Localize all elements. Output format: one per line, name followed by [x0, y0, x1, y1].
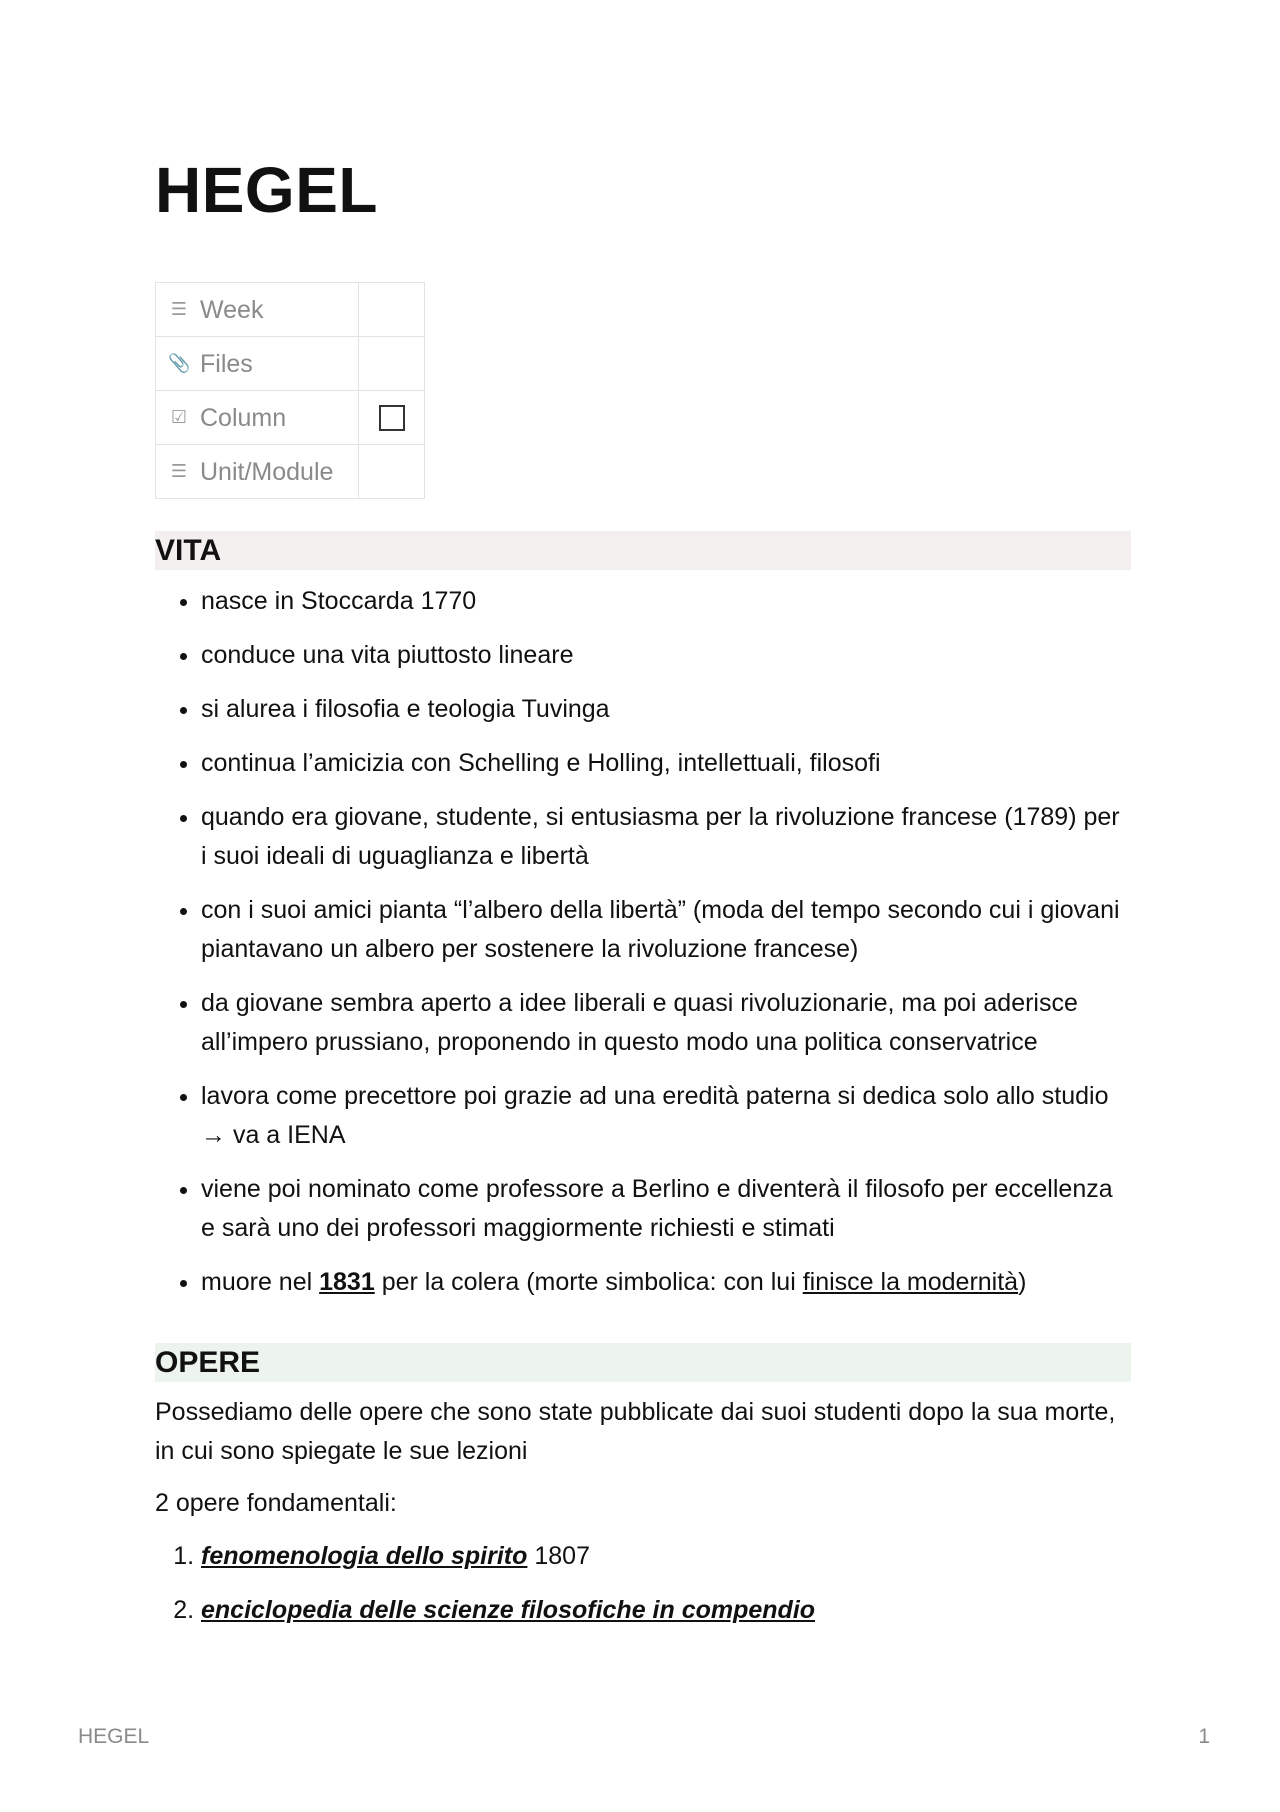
list-item: • da giovane sembra aperto a idee liberali e quasi rivoluzionarie, ma poi aderisce all’impero prussiano, proponendo in questo modo una politica conservatrice	[201, 984, 1131, 1062]
work-title: fenomenologia dello spirito	[201, 1542, 528, 1570]
property-value-unit-module[interactable]	[359, 445, 425, 499]
page-title: HEGEL	[155, 154, 378, 226]
list-icon: ☰	[170, 461, 188, 482]
underlined-phrase: finisce la modernità	[802, 1268, 1019, 1296]
list-item: • muore nel 1831 per la colera (morte simbolica: con lui finisce la modernità)	[201, 1263, 1131, 1302]
property-row-files[interactable]	[156, 337, 425, 391]
property-label: Unit/Module	[200, 457, 334, 486]
footer-title: HEGEL	[78, 1725, 150, 1748]
work-title: enciclopedia delle scienze filosofiche in compendio	[201, 1596, 816, 1624]
property-label: Week	[200, 295, 264, 324]
opere-list	[155, 1537, 815, 1645]
list-item: • con i suoi amici pianta “l’albero della libertà” (moda del tempo secondo cui i giovani piantavano un albero per sostenere la rivoluzione francese)	[201, 891, 1131, 969]
list-item: • continua l’amicizia con Schelling e Holling, intellettuali, filosofi	[201, 744, 1131, 783]
column-checkbox[interactable]	[379, 405, 405, 431]
list-icon: ☰	[170, 299, 188, 320]
property-label: Files	[200, 349, 253, 378]
property-label: Column	[200, 403, 287, 432]
property-row-week[interactable]	[156, 283, 425, 337]
death-year: 1831	[319, 1268, 375, 1296]
opere-description: Possediamo delle opere che sono state pubblicate dai suoi studenti dopo la sua morte, in cui sono spiegate le sue lezioni	[155, 1398, 1116, 1465]
list-item	[201, 1537, 815, 1576]
list-item: • quando era giovane, studente, si entusiasma per la rivoluzione francese (1789) per i suoi ideali di uguaglianza e libertà	[201, 798, 1131, 876]
list-item: • nasce in Stoccarda 1770	[201, 582, 1131, 621]
work-year: 1807	[527, 1542, 590, 1570]
list-item: • conduce una vita piuttosto lineare	[201, 636, 1131, 675]
property-value-files[interactable]	[359, 337, 425, 391]
vita-list	[155, 582, 1131, 1317]
list-item: • si alurea i filosofia e teologia Tuvinga	[201, 690, 1131, 729]
checkbox-icon: ☑	[170, 407, 188, 428]
section-heading-vita: VITA	[155, 531, 1131, 570]
property-row-unit-module[interactable]	[156, 445, 425, 499]
list-item: • lavora come precettore poi grazie ad una eredità paterna si dedica solo allo studio → va a IENA	[201, 1077, 1131, 1155]
page-number: 1	[1198, 1725, 1210, 1748]
properties-table	[155, 282, 425, 499]
property-row-column[interactable]	[156, 391, 425, 445]
list-item: • viene poi nominato come professore a Berlino e diventerà il filosofo per eccellenza e sarà uno dei professori maggiormente richiesti e stimati	[201, 1170, 1131, 1248]
list-item	[201, 1591, 815, 1630]
paperclip-icon: 📎	[168, 353, 191, 374]
property-value-week[interactable]	[359, 283, 425, 337]
section-heading-opere: OPERE	[155, 1343, 1131, 1382]
opere-intro: 2 opere fondamentali:	[155, 1489, 397, 1517]
